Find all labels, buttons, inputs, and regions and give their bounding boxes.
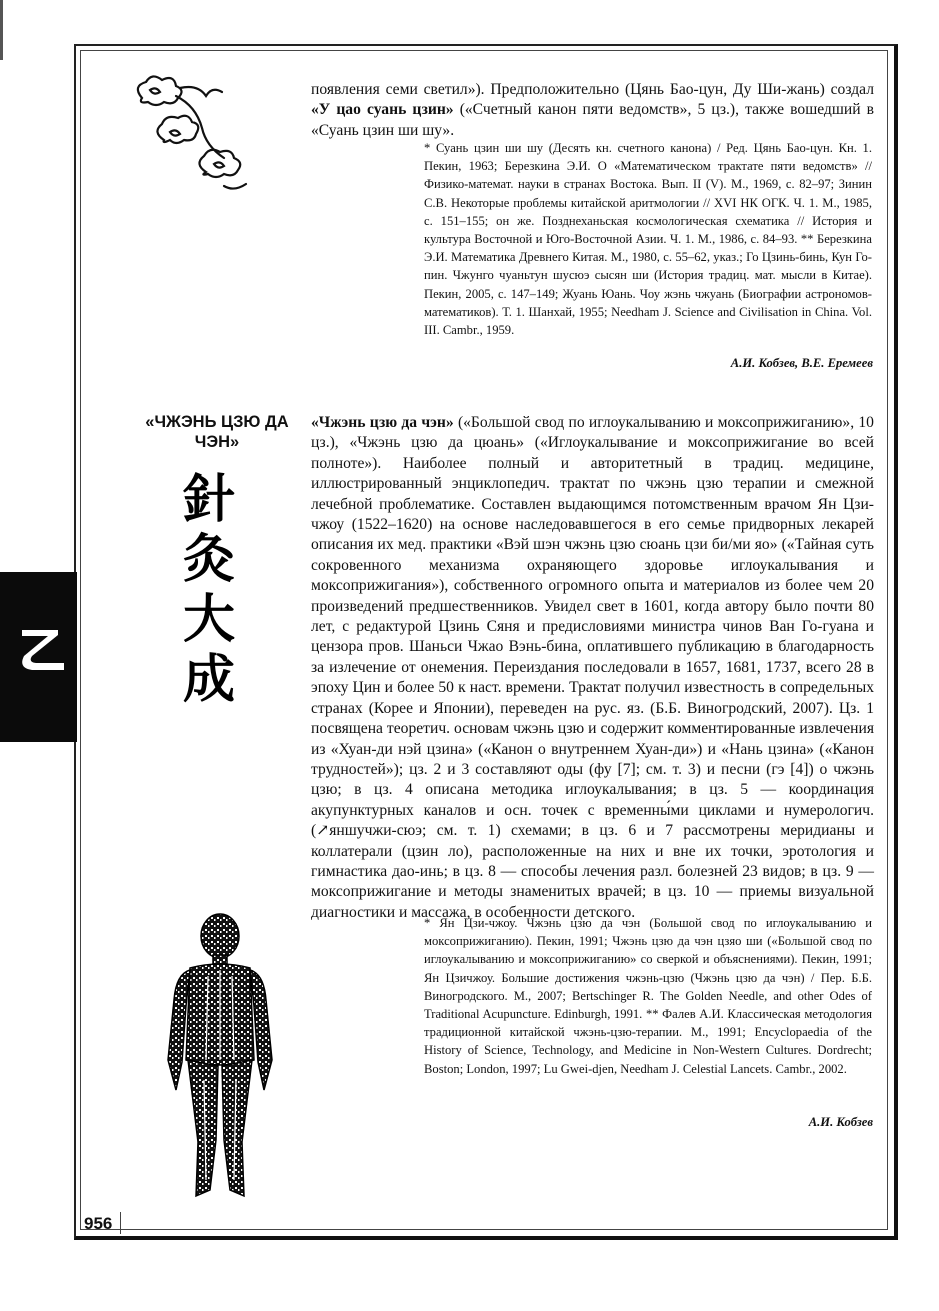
article-signature: А.И. Кобзев: [808, 1115, 873, 1129]
thumb-tab-glyph-icon: [14, 618, 72, 676]
acupuncture-figure-illustration: [150, 910, 290, 1210]
article-body: [311, 413, 874, 923]
page-binding-edge: [0, 0, 3, 60]
article-body-text: («Большой свод по иглоукалыванию и моксоприжиганию», 10 цз.), «Чжэнь цзю да цюань» («Иглоукалывание и моксоприжигание во всей полноте»). Наиболее полный и авторитетный в традиц. медицине, иллюстрированный энциклопедич. трактат по чжэнь цзю терапии и смежной лечебной проблематике. Составлен выдающимся потомственным врачом Ян Цзи-чжоу (1522–1620) на основе наследовавшегося в его семье придворных лекарей описания их мед. практики «Вэй шэн чжэнь цзю сюань цзи би/ми яо» («Тайная суть сокровенного механизма охраняющего здоровье иглоукалывания и моксоприжигания»), собственного огромного опыта и материалов из более чем 20 произведений предшественников. Увидел свет в 1601, когда автору было почти 80 лет, с редактурой Цзинь Сяня и предисловиями министра чинов Ван Го-гуана и цензора пров. Шаньси Чжао Вэнь-бина, оплатившего публикацию в благодарность за излечение от онемения. Переиздания последовали в 1657, 1681, 1737, всего 28 в эпоху Цин и более 50 к наст. времени. Трактат получил известность в сопредельных странах (Корее и Японии), переведен на рус. яз. (Б.Б. Виногродский, 2007). Цз. 1 посвящена теоретич. основам чжэнь цзю и содержит комментированные извлечения из «Хуан-ди нэй цзина» («Канон о внутреннем Хуан-ди») и «Нань цзина» («Канон трудностей»); цз. 2 и 3 составляют оды (фу [7]; см. т. 3) и песни (гэ [4]) о чжэнь цзю; в цз. 4 описана методика иглоукалывания; в цз. 5 — координация акупунктурных каналов и осн. точек с временны́ми циклами и нумерологич. (↗яншучжи-сюэ; см. т. 1) схемами; в цз. 6 и 7 рассмотрены меридианы и коллатерали (цзин ло), расположенные на них и вне их точки, эротология и гимнастика дао-инь; в цз. 8 — способы лечения разл. болезней 23 видов; в цз. 9 — моксоприжигание и методы знаменитых врачей; в цз. 10 — приемы визуальной диагностики и массажа, в особенности детского.: [311, 414, 874, 921]
page-number: 956: [84, 1214, 113, 1233]
hanzi-char: 灸: [182, 529, 235, 590]
top-article-body: появления семи светил»). Предположительно (Цянь Бао-цун, Ду Ши-жань) создал «У цао суань цзин» («Счетный канон пяти ведомств», 5 цз.), также вошедший в «Суань цзин ши шу».: [311, 81, 874, 139]
article-hanzi-title: [176, 470, 242, 710]
page-number-rule: [120, 1212, 121, 1234]
cloud-ornament-icon: [120, 68, 255, 198]
hanzi-char: 針: [182, 469, 235, 530]
top-article-references: * Суань цзин ши шу (Десять кн. счетного канона) / Ред. Цянь Бао-цун. Кн. 1. Пекин, 1963; Березкина Э.И. О «Математическом трактате пяти ведомств» // Физико-математ. науки в странах Востока. Вып. II (V). М., 1969, с. 82–97; Зинин С.В. Некоторые проблемы китайской аритмологии // XVI НК ОГК. Ч. 1. М., 1985, с. 151–155; он же. Позднеханьская космологическая схематика // История и культура Восточной и Юго-Восточной Азии. Ч. 1. М., 1986, с. 84–93. ** Березкина Э.И. Математика Древнего Китая. М., 1980, с. 55–62, указ.; Го Цзинь-бинь, Кун Го-пин. Чжунго чуаньтун шусюэ сысян ши (История традиц. мат. мысли в Китае). Пекин, 2005, с. 147–149; Жуань Юань. Чоу жэнь чжуань (Биографии астрономов-математиков). Т. 1. Шанхай, 1955; Needham J. Science and Civilisation in China. Vol. III. Cambr., 1959.: [424, 141, 872, 338]
article-lead: «Чжэнь цзю да чэн»: [311, 414, 454, 431]
hanzi-char: 大: [182, 589, 235, 650]
article-references: * Ян Цзи-чжоу. Чжэнь цзю да чэн (Большой свод по иглоукалыванию и моксоприжиганию). Пекин, 1991; Чжэнь цзю да чэн цзяо ши («Большой свод по иглоукалыванию и моксоприжиганию» со сверкой и объяснениями). Пекин, 1991; Ян Цзичжоу. Большие достижения чжэнь-цзю (Чжэнь цзю да чэн) / Пер. Б.Б. Виногродского. М., 2007; Bertschinger R. The Golden Needle, and other Odes of Traditional Acupuncture. Edinburgh, 1991. ** Фалев А.И. Классическая методология традиционной китайской чжэнь-цзю-терапии. М., 1991; Encyclopaedia of the History of Science, Technology, and Medicine in Non-Western Cultures. Dordrecht; Boston; London, 1997; Lu Gwei-djen, Needham J. Celestial Lancets. Cambr., 2002.: [424, 916, 872, 1076]
hanzi-char: 成: [182, 649, 235, 710]
top-article-signature: А.И. Кобзев, В.Е. Еремеев: [730, 356, 873, 370]
article-headword: «ЧЖЭНЬ ЦЗЮ ДА ЧЭН»: [145, 413, 289, 451]
